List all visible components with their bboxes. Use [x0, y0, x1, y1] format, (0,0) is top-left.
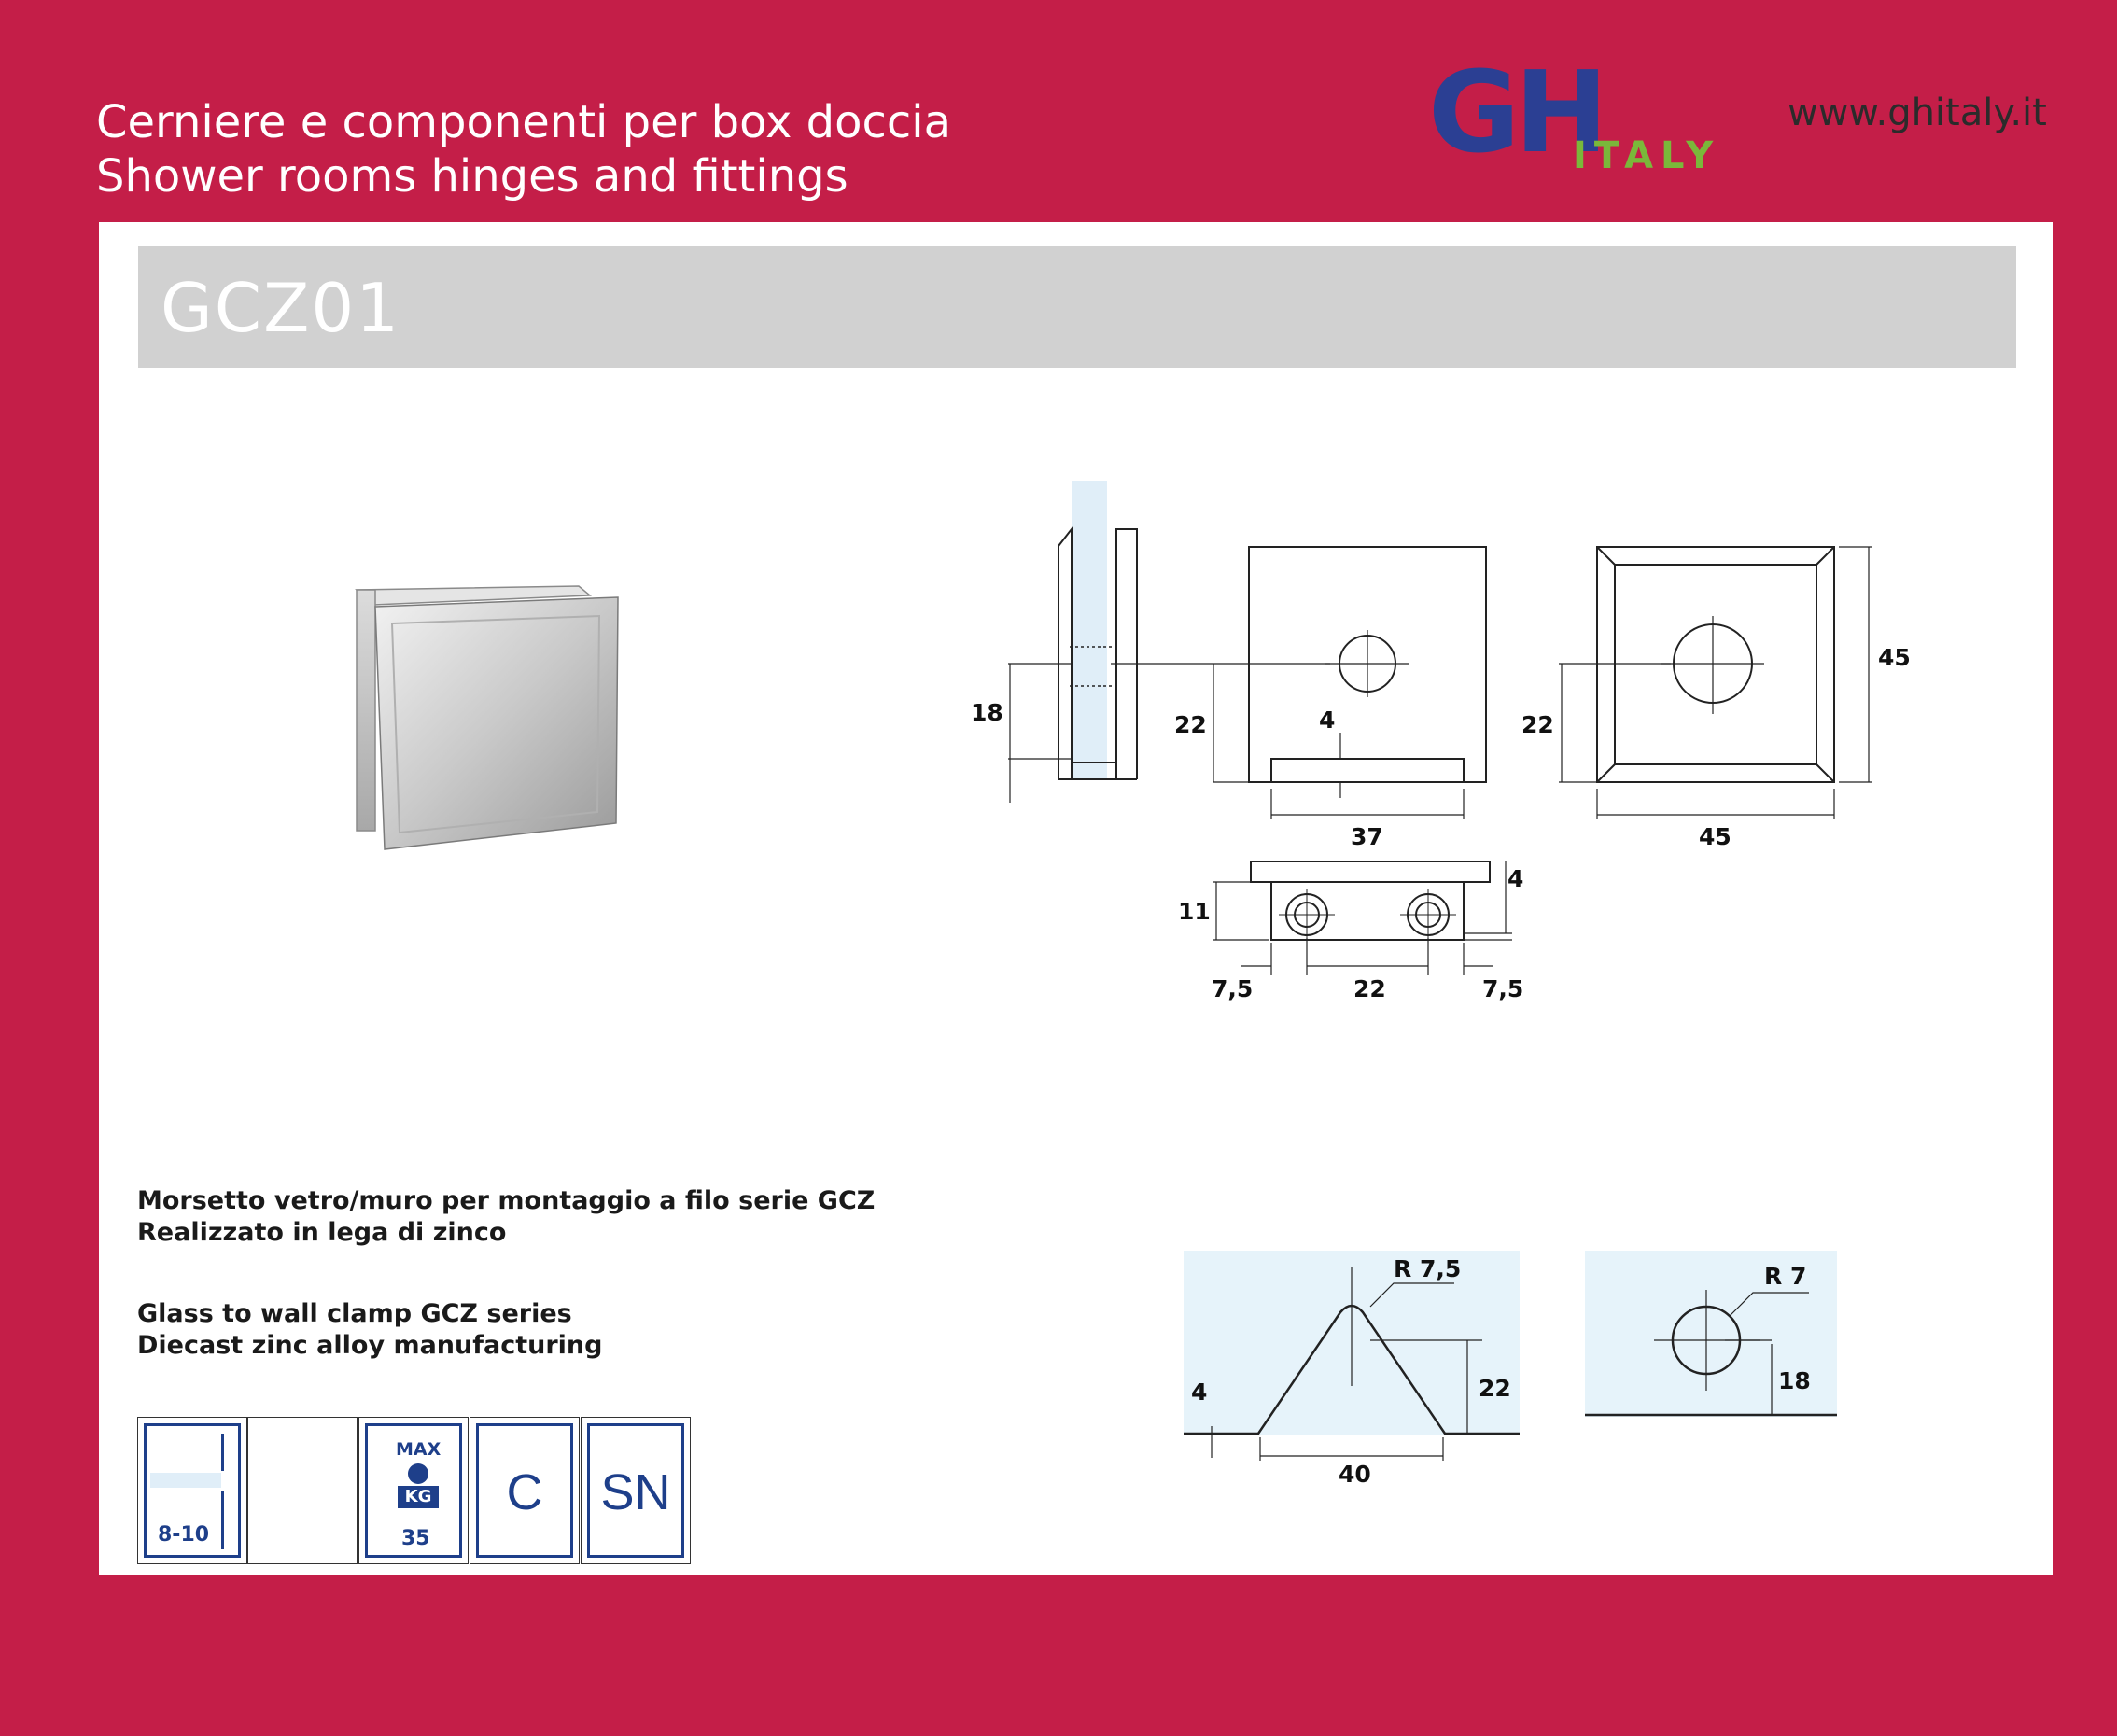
description-en-line-2: Diecast zinc alloy manufacturing [137, 1331, 603, 1360]
dim-side-height: 18 [971, 699, 1003, 726]
detail-hole-height: 18 [1778, 1367, 1811, 1394]
dim-back-slot: 4 [1319, 707, 1336, 734]
technical-drawings [961, 481, 1923, 1013]
finish-chrome-label: C [506, 1464, 543, 1520]
hole-detail-drawing [1585, 1251, 1837, 1428]
empty-spec-cell [247, 1417, 358, 1564]
logo-gh: GH [1428, 54, 1603, 175]
spec-icons [137, 1417, 691, 1564]
max-load-icon [358, 1417, 469, 1564]
glass-thickness-icon [137, 1417, 247, 1564]
finish-satin-nickel-icon [581, 1417, 691, 1564]
kg-label: KG [398, 1486, 439, 1508]
dim-bottom-right: 7,5 [1482, 975, 1524, 1002]
dim-front-height: 45 [1878, 644, 1911, 671]
slot-detail-drawing [1184, 1251, 1520, 1484]
dim-back-width: 37 [1351, 823, 1383, 850]
dim-bottom-height: 11 [1178, 898, 1211, 925]
header-title-italian: Cerniere e componenti per box doccia [96, 96, 952, 148]
logo-italy: ITALY [1573, 134, 1721, 175]
dim-back-hole-height: 22 [1174, 711, 1207, 738]
header-title-english: Shower rooms hinges and fittings [96, 150, 848, 203]
description-it-line-2: Realizzato in lega di zinco [137, 1218, 507, 1247]
product-photo [345, 579, 625, 859]
finish-satin-nickel-label: SN [600, 1464, 671, 1520]
dim-bottom-top: 4 [1507, 865, 1524, 892]
description-it-line-1: Morsetto vetro/muro per montaggio a filo serie GCZ [137, 1186, 876, 1215]
website-link[interactable]: www.ghitaly.it [1788, 91, 2047, 134]
gh-italy-logo [1428, 54, 1774, 175]
max-load-value: 35 [401, 1527, 430, 1550]
title-bar [138, 246, 2016, 368]
dim-bottom-center: 22 [1353, 975, 1386, 1002]
detail-slot-width: 40 [1339, 1461, 1371, 1484]
product-code: GCZ01 [161, 269, 401, 347]
finish-chrome-icon [470, 1417, 580, 1564]
glass-thickness-value: 8-10 [158, 1523, 210, 1547]
dim-front-width: 45 [1699, 823, 1731, 850]
glass-panel [1072, 481, 1107, 779]
dim-bottom-left: 7,5 [1212, 975, 1254, 1002]
detail-hole-radius: R 7 [1764, 1263, 1807, 1290]
detail-slot-base: 4 [1191, 1379, 1208, 1406]
max-label: MAX [396, 1439, 442, 1460]
dim-front-hole-height: 22 [1521, 711, 1554, 738]
detail-slot-height: 22 [1479, 1375, 1511, 1402]
description-en-line-1: Glass to wall clamp GCZ series [137, 1299, 572, 1328]
detail-slot-radius: R 7,5 [1394, 1255, 1462, 1282]
